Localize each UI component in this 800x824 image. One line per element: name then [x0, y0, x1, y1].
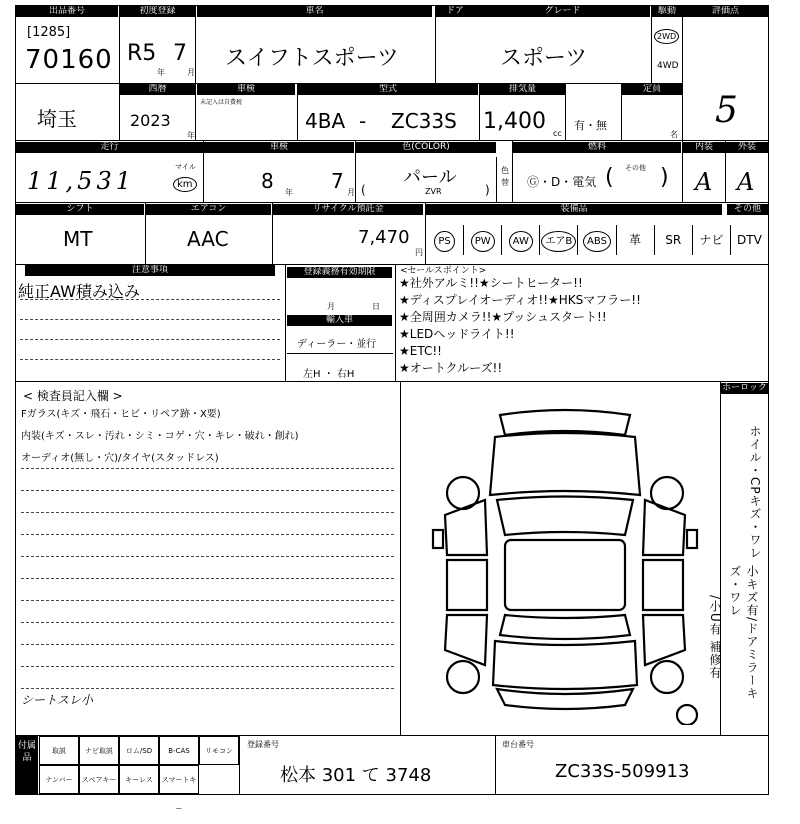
equipment-4: エアB: [540, 225, 578, 255]
model-code: ZC33S: [391, 109, 457, 133]
western-year-suffix: 年: [187, 131, 195, 140]
inspector-title: < 検査員記入欄 >: [23, 389, 123, 403]
inspector-line: 内装(キズ・スレ・汚れ・シミ・コゲ・穴・キレ・破れ・創れ): [21, 431, 299, 442]
color: パール: [403, 167, 457, 188]
accessories-grid: [39, 736, 239, 813]
year-suffix: 年: [157, 68, 165, 77]
sales-point: ★ETC!!: [399, 344, 442, 358]
ins-label: 車検: [204, 142, 354, 153]
model-label: 車名: [197, 6, 432, 17]
mileage: 11,531: [27, 167, 135, 195]
fuel-label: 燃料: [513, 142, 681, 153]
displacement: 1,400: [483, 109, 546, 134]
plate: 松本 301 て 3748: [280, 765, 432, 786]
sales-point: ★オートクルーズ!!: [399, 361, 503, 375]
first-reg-label: 初度登録: [120, 6, 195, 17]
equipment-7: SR: [655, 225, 693, 255]
model-prefix: 4BA: [305, 109, 346, 133]
ins-year: 8: [261, 169, 274, 193]
notes-lines: [15, 275, 285, 380]
drive-2wd: 2WD: [654, 29, 679, 44]
accessory-cell: キーレス: [119, 765, 159, 794]
right-label: ホーロック: [722, 383, 767, 393]
inspection-label: 車検: [197, 84, 295, 95]
registration-month: 月: [327, 302, 335, 311]
sales-label: <セールスポイント>: [400, 266, 487, 276]
accessory-cell: ナビ取説: [79, 736, 119, 765]
equipment-label: 装備品: [426, 204, 722, 215]
capacity-label: 定員: [622, 84, 682, 95]
inspector-line: [21, 537, 394, 557]
inspector-line: [21, 603, 394, 623]
inspector-line: [21, 515, 394, 535]
chassis-label: 車台番号: [502, 740, 534, 749]
accessory-cell: スマートキー: [159, 765, 199, 794]
dealer: ディーラー・並行: [297, 339, 377, 350]
displacement-label: 排気量: [480, 84, 565, 95]
inspector-line: [21, 581, 394, 601]
accessory-cell: 取説: [39, 736, 79, 765]
car-diagram: [425, 405, 705, 725]
western-label: 西暦: [120, 84, 195, 95]
first-reg-month: 7: [173, 41, 187, 66]
chassis: ZC33S-509913: [555, 761, 690, 782]
auction-sheet: 出品番号 [1285] 70160 初度登録 R5 年 7 月 車名 スイフトスポーツ ドア グレード スポーツ 駆動 2WD 4WD 評価点 5 埼玉 西暦 2023 年 車検 未記入は自費税 型式 4BA - ZC33S 排気量 1,400 cc 有・無 定員 名 走行 11,531 マイル km 車検 8 年 7 月 色(COLOR) パール ZVR ( ) 色替 燃料 Ⓖ・D・電気 その他 ( ) 内装 A 外装 A シフト MT エアコン AAC リサイクル預託金 7,470 円 装備品 その他 PS PW AW エアB ABS 革 SR ナビ DTV 注意事項 純正AW積み込み 登録義務有効期限 月 日 輸入車 ディーラー・並行 左H ・ 右H <セールスポイント> ★社外アルミ!!★シートヒーター!! ★ディスプレイオーディオ!!★HKSマフラー!! ★全周囲カメラ!!★プッシュスタート!! ★LEDヘッドライト!! ★ETC!! ★オートクルーズ!! < 検査員記入欄 > Fガラス(キズ・飛石・ヒビ・リペア跡・X要) 内装(キズ・スレ・汚れ・シミ・コゲ・穴・キレ・破れ・創れ) オーディオ(無し・穴)/タイヤ(スタッドレス) シートスレ小 ホーロック ホイル・CPキズ・ワレ 小キズ有/ドアミラーキズ・ワレ /小U有 補修有 付属品 取説 ナビ取説 ロム/SD B-CAS リモコン ナンバー スペアキー キーレス スマートキー 登録番号 松本 301 て 3748 車台番号 ZC33S-509913: [15, 5, 769, 795]
interior-grade: A: [695, 168, 713, 196]
note-line-1: 純正AW積み込み: [18, 282, 140, 301]
capacity-unit: 名: [670, 130, 678, 139]
inspector-line: [21, 493, 394, 513]
mileage-label: 走行: [16, 142, 203, 153]
equipment-1: PS: [426, 225, 464, 255]
grade: スポーツ: [500, 46, 588, 71]
inspector-lines: [15, 405, 400, 725]
car-name: スイフトスポーツ: [225, 46, 399, 71]
lot-number: 70160: [25, 45, 113, 75]
inspector-line: Fガラス(キズ・飛石・ヒビ・リペア跡・X要): [21, 409, 221, 420]
equipment-9: DTV: [731, 225, 769, 255]
exterior-label: 外装: [726, 142, 768, 153]
accessory-cell: ロム/SD: [119, 736, 159, 765]
color-change: 色替: [501, 166, 509, 187]
shift-label: シフト: [16, 204, 144, 215]
recycle-label: リサイクル預託金: [273, 204, 423, 215]
sales-point: ★全周囲カメラ!!★プッシュスタート!!: [399, 310, 607, 324]
inspector-line: オーディオ(無し・穴)/タイヤ(スタッドレス): [21, 449, 394, 469]
ins-month: 7: [331, 169, 344, 193]
fuel-options: Ⓖ・D・電気: [527, 175, 597, 189]
equipment-2: PW: [464, 225, 502, 255]
right-note-1: ホイル・CPキズ・ワレ: [748, 425, 762, 560]
lot-prefix: [1285]: [27, 25, 71, 40]
registration-day: 日: [372, 302, 380, 311]
region: 埼玉: [37, 107, 77, 131]
sales-point: ★社外アルミ!!★シートヒーター!!: [399, 276, 583, 290]
color-label: 色(COLOR): [356, 142, 496, 153]
lot-label: 出品番号: [16, 6, 118, 17]
accessory-cell: B-CAS: [159, 736, 199, 765]
sales-point: ★LEDヘッドライト!!: [399, 327, 515, 341]
ac: AAC: [187, 227, 229, 251]
inspector-line: [21, 471, 394, 491]
western-year: 2023: [130, 111, 171, 130]
equipment-5: ABS: [578, 225, 616, 255]
mile-label: マイル: [175, 163, 196, 171]
score-label: 評価点: [683, 6, 768, 17]
yen-unit: 円: [415, 248, 423, 257]
shift: MT: [63, 227, 93, 251]
inspector-line: [21, 559, 394, 579]
extra-label: その他: [727, 204, 768, 215]
first-reg-era: R5: [127, 41, 157, 66]
cond-value: 有・無: [574, 119, 607, 132]
accessory-cell: リモコン: [199, 736, 239, 765]
inspector-line: シートスレ小: [21, 693, 93, 707]
sales-points: [399, 275, 767, 377]
accessories-label: 付属品: [16, 736, 38, 794]
sales-point: ★ディスプレイオーディオ!!★HKSマフラー!!: [399, 293, 641, 307]
ac-label: エアコン: [146, 204, 271, 215]
right-note-2: 小キズ有/ドアミラーキズ・ワレ: [728, 565, 759, 701]
score: 5: [715, 90, 738, 131]
notes-label: 注意事項: [25, 265, 275, 276]
km-unit: km: [173, 177, 197, 192]
door-label: ドア: [435, 6, 475, 17]
cc-unit: cc: [553, 129, 562, 138]
inspector-line: [21, 669, 394, 689]
drive-4wd: 4WD: [657, 61, 679, 71]
drive-label: 駆動: [652, 6, 682, 17]
interior-label: 内装: [683, 142, 725, 153]
model-code-label: 型式: [298, 84, 478, 95]
fuel-other: その他: [625, 164, 646, 172]
inspection-note: 未記入は自費税: [200, 99, 243, 106]
accessory-cell: スペアキー: [79, 765, 119, 794]
recycle-amount: 7,470: [358, 227, 410, 248]
model-sep: -: [359, 109, 367, 133]
handle: 左H ・ 右H: [303, 369, 355, 380]
equipment-3: AW: [502, 225, 540, 255]
registration-label: 登録義務有効期限: [287, 267, 392, 278]
exterior-grade: A: [737, 168, 755, 196]
plate-label: 登録番号: [247, 740, 279, 749]
inspector-line: [21, 625, 394, 645]
accessory-cell: ナンバー: [39, 765, 79, 794]
equipment-8: ナビ: [693, 225, 731, 255]
import-label: 輸入車: [287, 315, 392, 326]
equipment-6: 革: [617, 225, 655, 255]
month-suffix: 月: [187, 68, 195, 77]
color-code: ZVR: [425, 187, 442, 196]
right-note-3: /小U有 補修有: [708, 595, 722, 680]
grade-label: グレード: [475, 6, 650, 17]
inspector-line: [21, 647, 394, 667]
equipment-list: [426, 217, 769, 263]
